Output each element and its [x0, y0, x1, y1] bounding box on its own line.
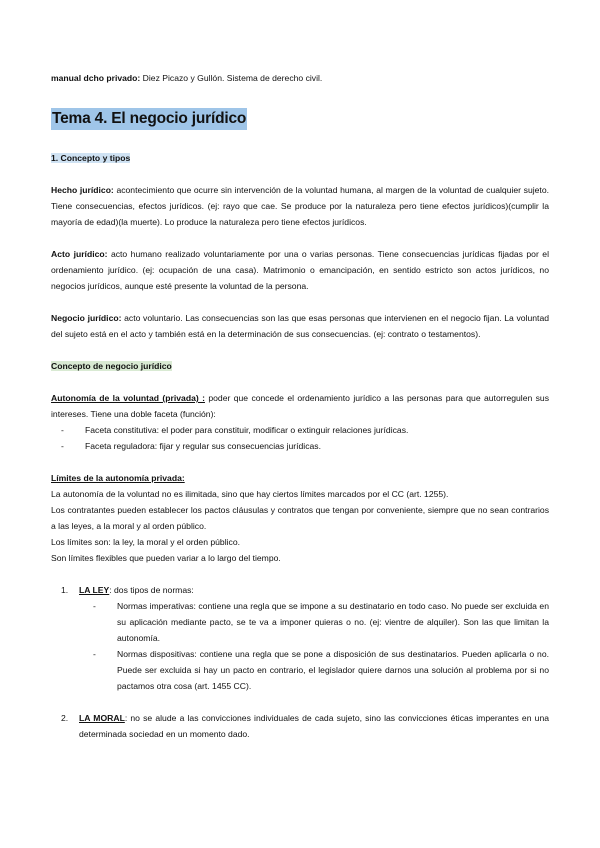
- limits-line: La autonomía de la voluntad no es ilimitada, sino que hay ciertos límites marcados por el CC (art. 1255).: [51, 489, 449, 499]
- text-hecho: acontecimiento que ocurre sin intervención de la voluntad humana, al margen de la voluntad de cualquier sujeto. Tiene consecuencias, efectos jurídicos. (ej: rayo que cae. Se produce por la naturaleza pero tiene efectos jurídicos)(cumplir la mayoría de edad)(la muerte). Lo produce la naturaleza pero tiene efectos jurídicos.: [51, 185, 549, 227]
- item-text: : no se alude a las convicciones individuales de cada sujeto, sino las convicciones éticas imperantes en una determinada sociedad en un momento dado.: [79, 713, 550, 739]
- item-number: 1.: [61, 585, 69, 595]
- subsection-heading-text: Concepto de negocio jurídico: [51, 361, 172, 371]
- numbered-item-ley: [61, 582, 549, 694]
- list-item: - Normas imperativas: contiene una regla que se impone a su destinatario en todo caso. No puede ser excluida en su aplicación mediante pacto, se te va a imponer quieras o no. (ej: vientre de alquiler). Son las que limitan la autonomía.: [93, 598, 549, 646]
- item-label: LA LEY: [79, 585, 110, 595]
- numbered-item-moral: [61, 710, 549, 742]
- limits-block: [51, 470, 549, 566]
- term-acto: Acto jurídico:: [51, 249, 108, 259]
- subsection-heading-concepto-negocio: [51, 358, 549, 374]
- list-item: - Faceta reguladora: fijar y regular sus consecuencias jurídicas.: [61, 438, 549, 454]
- limits-line: Son límites flexibles que pueden variar a lo largo del tiempo.: [51, 553, 281, 563]
- text-acto: acto humano realizado voluntariamente por una o varias personas. Tiene consecuencias jurídicas fijadas por el ordenamiento jurídico. (ej: ocupación de una casa). Matrimonio o emancipación, en sentido estricto son actos jurídicos, no negocios jurídicos, aunque esté presente la voluntad de la persona.: [51, 249, 549, 291]
- paragraph-autonomia: [51, 390, 549, 422]
- reference-line: [51, 70, 549, 86]
- item-text: : dos tipos de normas:: [109, 585, 194, 595]
- list-item: - Faceta constitutiva: el poder para constituir, modificar o extinguir relaciones jurídicas.: [61, 422, 549, 438]
- text-autonomia: poder que concede el ordenamiento jurídico a las personas para que autorregulen sus intereses. Tiene una doble faceta (función):: [51, 393, 550, 419]
- term-autonomia: Autonomía de la voluntad (privada) :: [51, 393, 205, 403]
- section-heading-concepto: [51, 150, 549, 166]
- paragraph-negocio: [51, 310, 549, 342]
- limits-numbered-list: [61, 582, 549, 742]
- term-hecho: Hecho jurídico:: [51, 185, 114, 195]
- item-label: LA MORAL: [79, 713, 125, 723]
- list-item: - Normas dispositivas: contiene una regla que se pone a disposición de sus destinatarios. Pueden aplicarla o no. Puede ser excluida si hay un pacto en contrario, el legislador quiere darnos una solución al problema por si no pactamos otra cosa (art. 1455 CC).: [93, 646, 549, 694]
- item-number: 2.: [61, 713, 69, 723]
- paragraph-hecho: [51, 182, 549, 230]
- limits-heading: Límites de la autonomía privada:: [51, 473, 185, 483]
- section-heading-text: 1. Concepto y tipos: [51, 153, 131, 163]
- term-negocio: Negocio jurídico:: [51, 313, 122, 323]
- text-negocio: acto voluntario. Las consecuencias son las que esas personas que intervienen en el negocio fijan. La voluntad del sujeto está en el acto y también está en la determinación de sus consecuencias. (ej: contrato o testamentos).: [51, 313, 549, 339]
- facets-list: [61, 422, 549, 454]
- limits-line: Los límites son: la ley, la moral y el orden público.: [51, 537, 240, 547]
- limits-line: Los contratantes pueden establecer los pactos cláusulas y contratos que tengan por conveniente, siempre que no sean contrarios a las leyes, a la moral y al orden público.: [51, 505, 549, 531]
- reference-text: Diez Picazo y Gullón. Sistema de derecho civil.: [140, 73, 323, 83]
- reference-label: manual dcho privado:: [51, 73, 141, 83]
- page-title: Tema 4. El negocio jurídico: [51, 108, 247, 130]
- paragraph-acto: [51, 246, 549, 294]
- norm-types-list: [93, 598, 549, 694]
